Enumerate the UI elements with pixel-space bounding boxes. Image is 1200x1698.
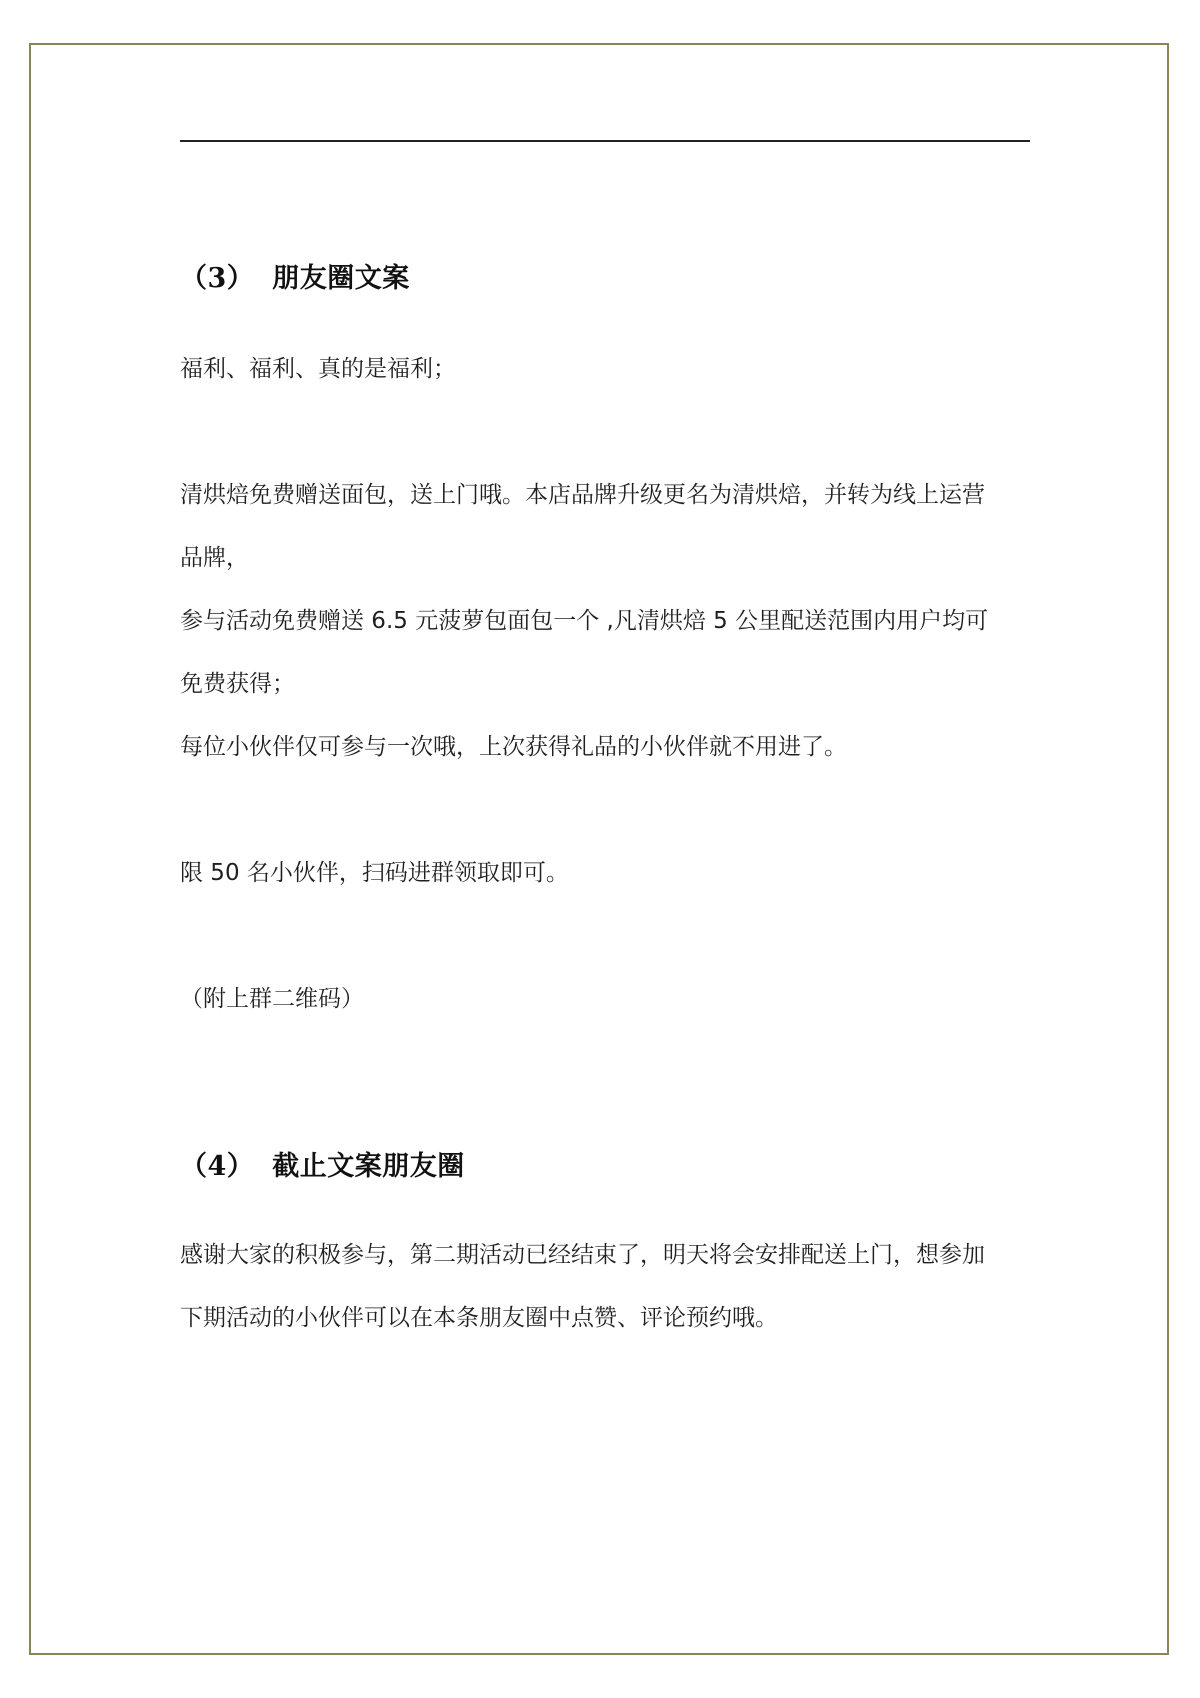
- header-rule: [180, 140, 1030, 142]
- section-3-line-1: 福利、福利、真的是福利；: [180, 356, 456, 382]
- section-3-line-4: 参与活动免费赠送 6.5 元菠萝包面包一个 ,凡清烘焙 5 公里配送范围内用户均可: [180, 608, 989, 634]
- section-3-line-6: 每位小伙伴仅可参与一次哦，上次获得礼品的小伙伴就不用进了。: [180, 734, 847, 760]
- section-3-line-2: 清烘焙免费赠送面包，送上门哦。本店品牌升级更名为清烘焙，并转为线上运营: [180, 482, 985, 508]
- section-4-line-1: 感谢大家的积极参与，第二期活动已经结束了，明天将会安排配送上门，想参加: [180, 1242, 985, 1268]
- section-4-line-2: 下期活动的小伙伴可以在本条朋友圈中点赞、评论预约哦。: [180, 1305, 778, 1331]
- section-3-line-7: 限 50 名小伙伴，扫码进群领取即可。: [180, 860, 569, 886]
- section-3-line-5: 免费获得；: [180, 671, 295, 697]
- section-3-title: 朋友圈文案: [272, 263, 410, 294]
- section-3-line-8: （附上群二维码）: [180, 986, 364, 1012]
- section-4-heading: [180, 1144, 465, 1183]
- section-3-number: （3）: [180, 263, 255, 294]
- section-3-heading: [180, 256, 410, 295]
- section-3-line-3: 品牌，: [180, 545, 249, 571]
- section-4-number: （4）: [180, 1151, 255, 1182]
- section-4-title: 截止文案朋友圈: [272, 1151, 465, 1182]
